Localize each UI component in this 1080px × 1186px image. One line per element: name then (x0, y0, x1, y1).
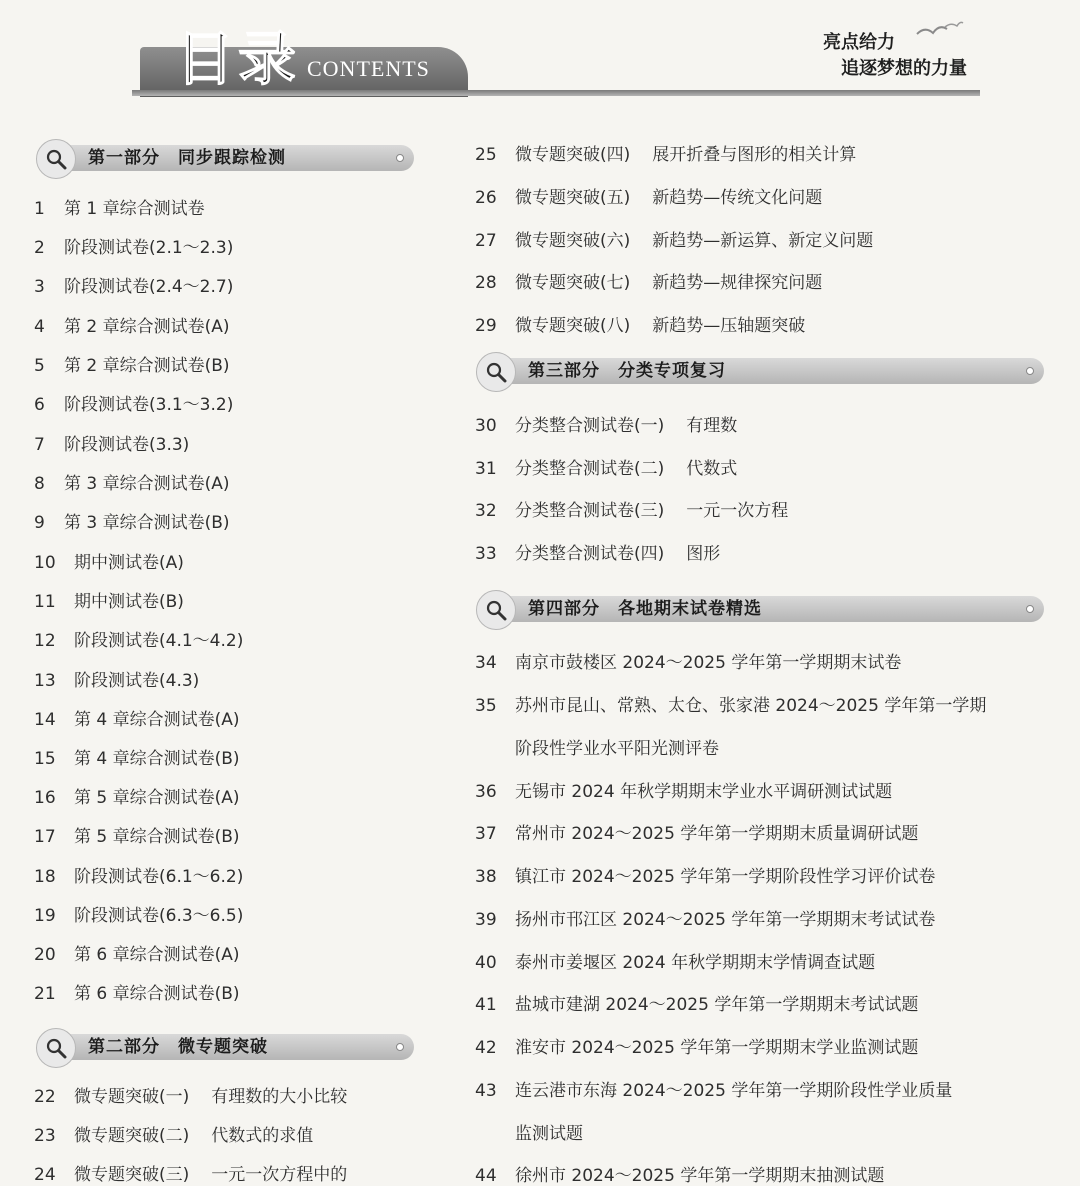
magnifier-icon (36, 1028, 76, 1068)
section-header-part4 (482, 596, 1044, 622)
toc-entry[interactable]: 12 阶段测试卷(4.1～4.2) (34, 631, 244, 651)
toc-entry[interactable]: 23 微专题突破(二) 代数式的求值 (34, 1126, 314, 1146)
toc-entry[interactable]: 2 阶段测试卷(2.1～2.3) (34, 238, 234, 258)
toc-entry[interactable]: 39 扬州市邗江区 2024～2025 学年第一学期期末考试试卷 (475, 910, 936, 930)
section-header-part2 (42, 1034, 414, 1060)
toc-entry[interactable]: 16 第 5 章综合测试卷(A) (34, 788, 240, 808)
toc-entry-continuation[interactable]: 监测试题 (515, 1124, 583, 1144)
toc-entry[interactable]: 3 阶段测试卷(2.4～2.7) (34, 277, 234, 297)
toc-entry[interactable]: 29 微专题突破(八) 新趋势—压轴题突破 (475, 316, 806, 336)
section-title: 第一部分 同步跟踪检测 (88, 148, 286, 168)
magnifier-icon (476, 590, 516, 630)
toc-entry[interactable]: 44 徐州市 2024～2025 学年第一学期期末抽测试题 (475, 1166, 885, 1186)
slogan-line-2: 追逐梦想的力量 (841, 58, 967, 79)
toc-entry[interactable]: 11 期中测试卷(B) (34, 592, 184, 612)
section-title: 第三部分 分类专项复习 (528, 361, 726, 381)
toc-entry[interactable]: 32 分类整合测试卷(三) 一元一次方程 (475, 501, 789, 521)
toc-entry[interactable]: 5 第 2 章综合测试卷(B) (34, 356, 230, 376)
toc-entry[interactable]: 42 淮安市 2024～2025 学年第一学期期末学业监测试题 (475, 1038, 919, 1058)
toc-entry[interactable]: 30 分类整合测试卷(一) 有理数 (475, 416, 738, 436)
toc-entry[interactable]: 37 常州市 2024～2025 学年第一学期期末质量调研试题 (475, 824, 919, 844)
toc-entry[interactable]: 28 微专题突破(七) 新趋势—规律探究问题 (475, 273, 823, 293)
toc-entry[interactable]: 20 第 6 章综合测试卷(A) (34, 945, 240, 965)
toc-entry-continuation[interactable]: 阶段性学业水平阳光测评卷 (515, 739, 719, 759)
magnifier-icon (36, 139, 76, 179)
toc-entry[interactable]: 1 第 1 章综合测试卷 (34, 199, 205, 219)
toc-entry[interactable]: 14 第 4 章综合测试卷(A) (34, 710, 240, 730)
toc-entry[interactable]: 9 第 3 章综合测试卷(B) (34, 513, 230, 533)
slogan-line-1: 亮点给力 (823, 32, 895, 53)
toc-entry[interactable]: 10 期中测试卷(A) (34, 553, 184, 573)
toc-entry[interactable]: 19 阶段测试卷(6.3～6.5) (34, 906, 244, 926)
toc-entry[interactable]: 15 第 4 章综合测试卷(B) (34, 749, 240, 769)
toc-entry[interactable]: 38 镇江市 2024～2025 学年第一学期阶段性学习评价试卷 (475, 867, 936, 887)
toc-entry[interactable]: 18 阶段测试卷(6.1～6.2) (34, 867, 244, 887)
toc-entry[interactable]: 43 连云港市东海 2024～2025 学年第一学期阶段性学业质量 (475, 1081, 953, 1101)
toc-entry[interactable]: 17 第 5 章综合测试卷(B) (34, 827, 240, 847)
slogan (823, 30, 967, 82)
toc-entry[interactable]: 25 微专题突破(四) 展开折叠与图形的相关计算 (475, 145, 857, 165)
toc-entry[interactable]: 41 盐城市建湖 2024～2025 学年第一学期期末考试试题 (475, 995, 919, 1015)
toc-entry[interactable]: 35 苏州市昆山、常熟、太仓、张家港 2024～2025 学年第一学期 (475, 696, 987, 716)
toc-entry[interactable]: 21 第 6 章综合测试卷(B) (34, 984, 240, 1004)
magnifier-icon (476, 352, 516, 392)
page-subtitle: CONTENTS (307, 56, 430, 81)
section-title: 第二部分 微专题突破 (88, 1037, 268, 1057)
page-title: 目录 (176, 25, 301, 93)
toc-entry[interactable]: 7 阶段测试卷(3.3) (34, 435, 190, 455)
toc-entry[interactable]: 33 分类整合测试卷(四) 图形 (475, 544, 721, 564)
toc-entry[interactable]: 40 泰州市姜堰区 2024 年秋学期期末学情调查试题 (475, 953, 876, 973)
toc-entry[interactable]: 22 微专题突破(一) 有理数的大小比较 (34, 1087, 348, 1107)
toc-entry[interactable]: 13 阶段测试卷(4.3) (34, 671, 200, 691)
toc-entry[interactable]: 4 第 2 章综合测试卷(A) (34, 317, 230, 337)
toc-entry[interactable]: 34 南京市鼓楼区 2024～2025 学年第一学期期末试卷 (475, 653, 902, 673)
section-title: 第四部分 各地期末试卷精选 (528, 599, 762, 619)
toc-entry[interactable]: 27 微专题突破(六) 新趋势—新运算、新定义问题 (475, 231, 874, 251)
toc-entry[interactable]: 24 微专题突破(三) 一元一次方程中的 (34, 1165, 348, 1185)
section-header-part1 (42, 145, 414, 171)
toc-entry[interactable]: 31 分类整合测试卷(二) 代数式 (475, 459, 738, 479)
toc-entry[interactable]: 26 微专题突破(五) 新趋势—传统文化问题 (475, 188, 823, 208)
toc-entry[interactable]: 6 阶段测试卷(3.1～3.2) (34, 395, 234, 415)
toc-entry[interactable]: 36 无锡市 2024 年秋学期期末学业水平调研测试试题 (475, 782, 893, 802)
toc-entry[interactable]: 8 第 3 章综合测试卷(A) (34, 474, 230, 494)
section-header-part3 (482, 358, 1044, 384)
